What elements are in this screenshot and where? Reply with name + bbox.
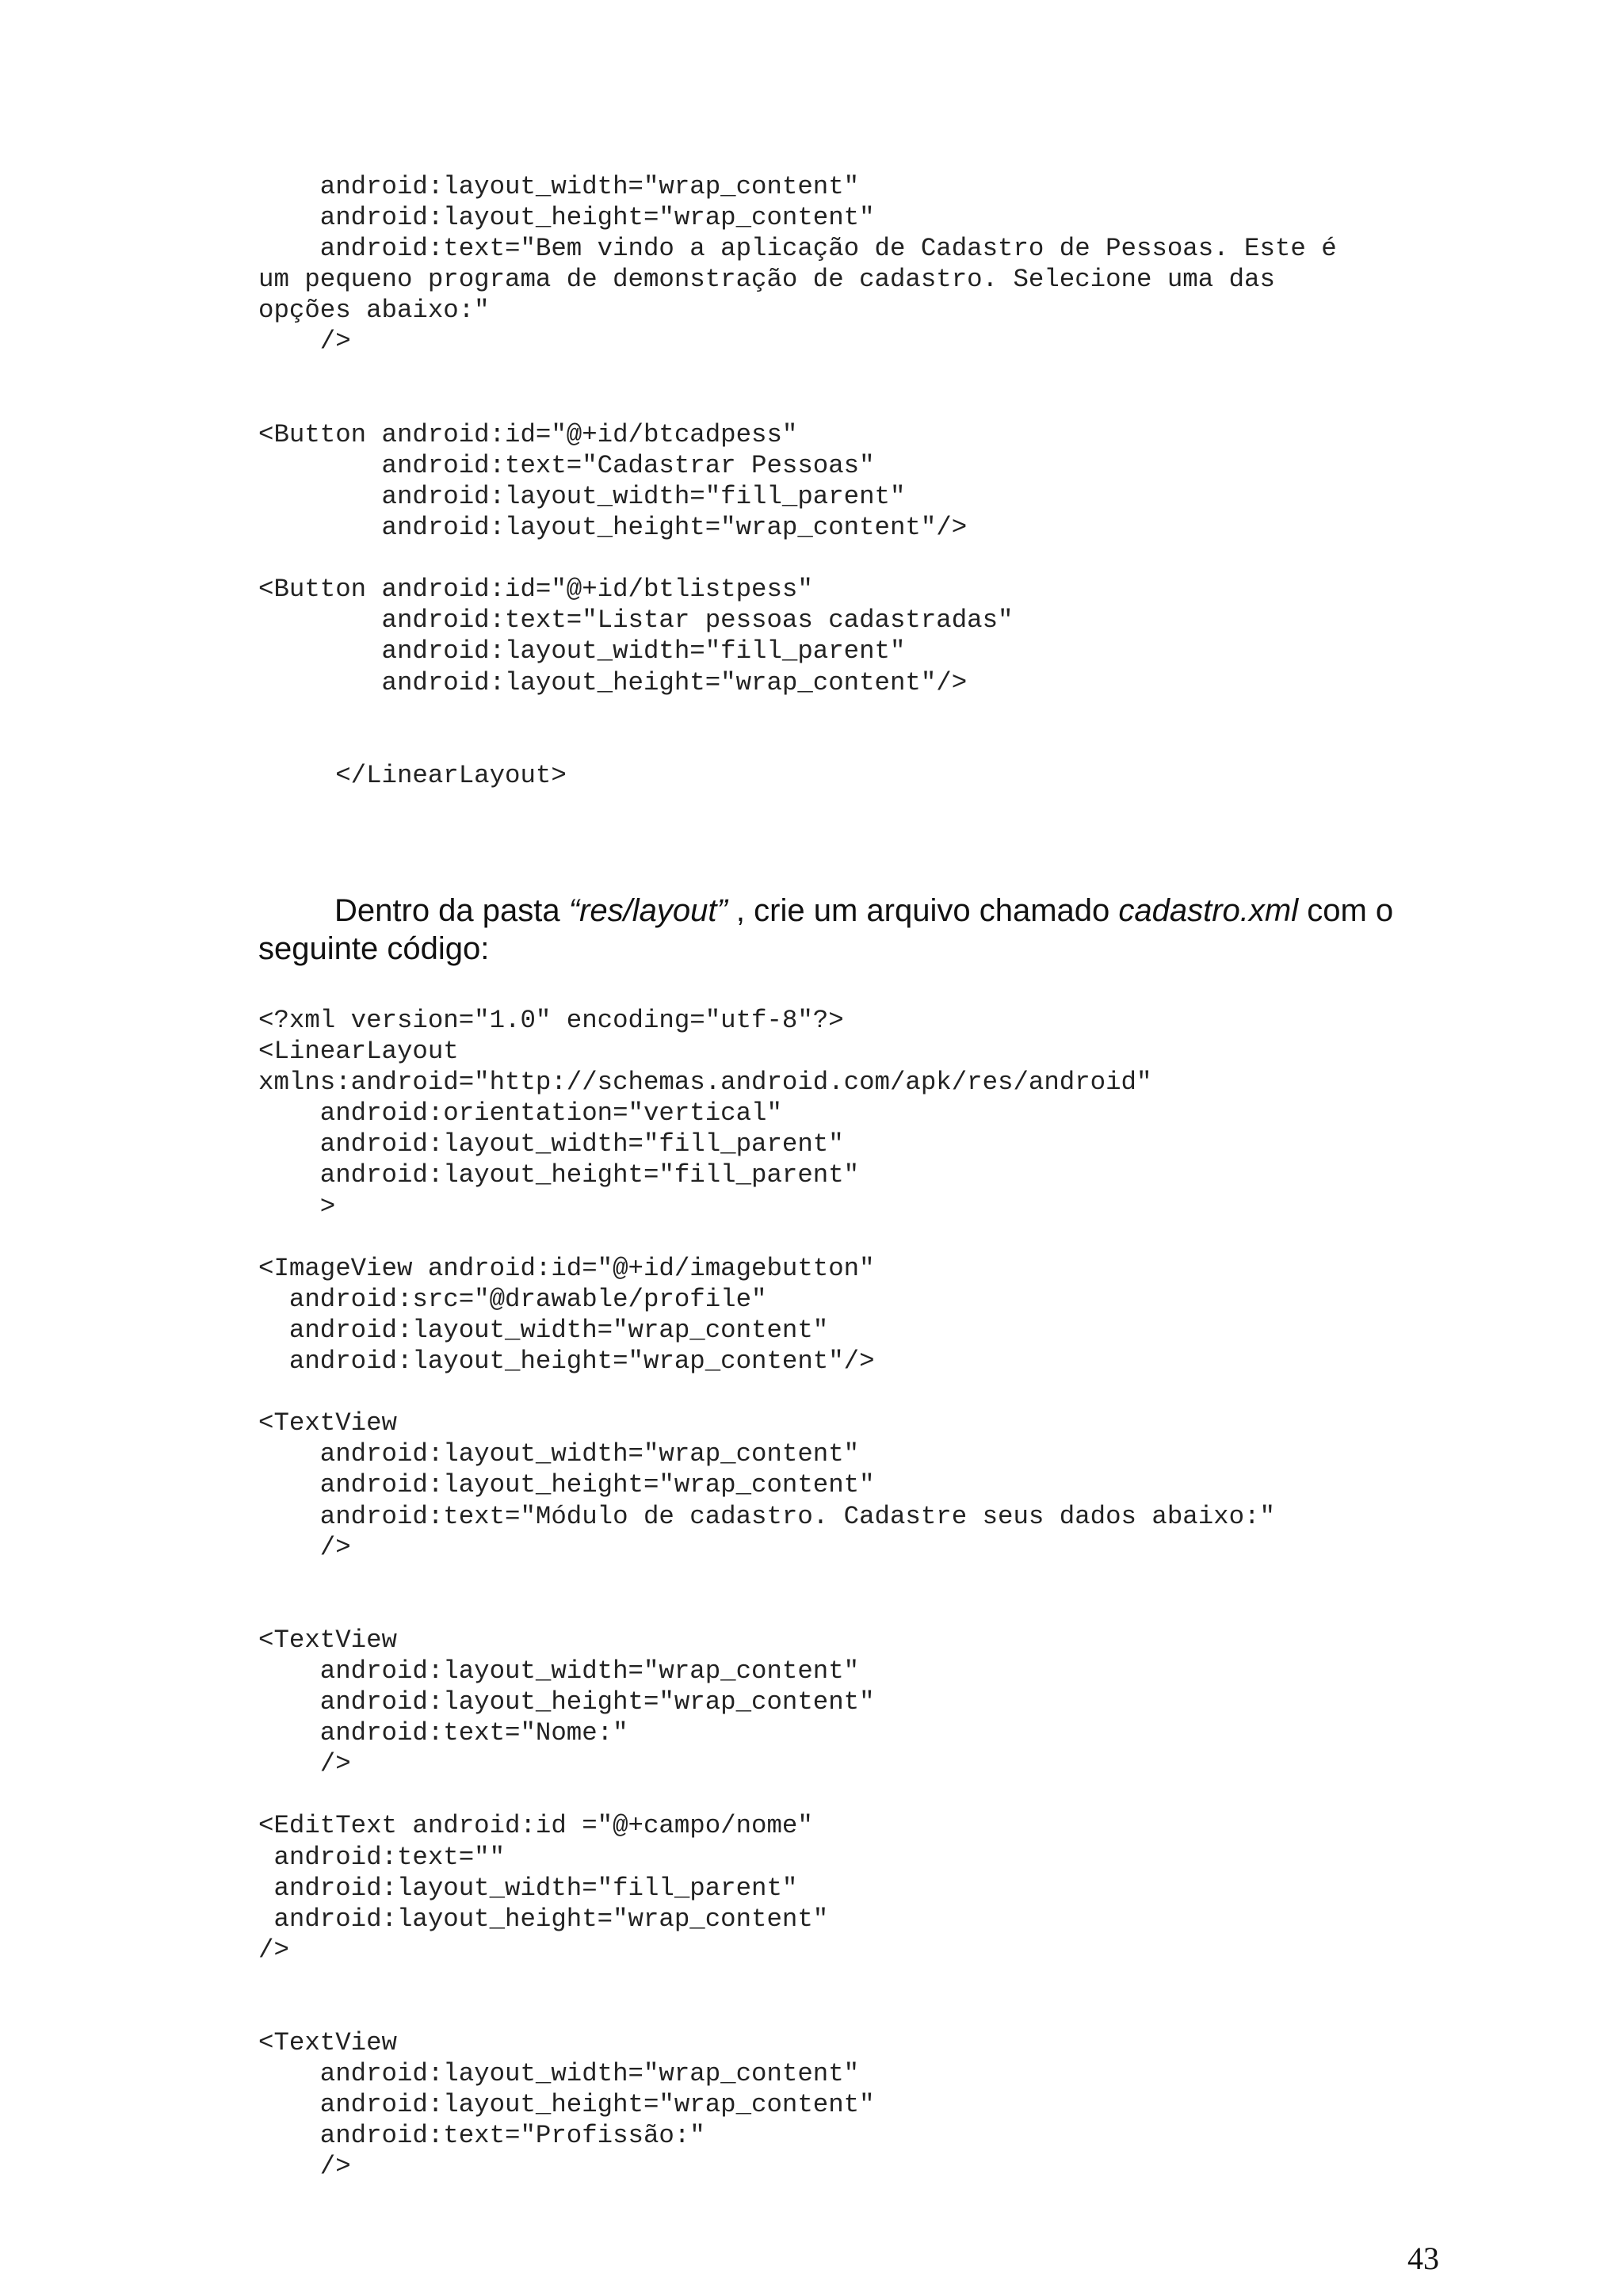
folder-name: “res/layout”: [568, 893, 727, 928]
instruction-paragraph: [258, 892, 1447, 968]
paragraph-text-1: Dentro da pasta: [334, 893, 569, 928]
paragraph-text-2: , crie um arquivo chamado: [727, 893, 1119, 928]
paragraph-text-3: com o seguinte código:: [258, 893, 1394, 966]
code-block-layout-end: android:layout_width="wrap_content" android:layout_height="wrap_content" android:text="Bem vindo a aplicação de Cadastro de Pessoas. Este é um pequeno programa de demonstração de cadastro. Selecione uma das opções abaixo:" /> <Button android:id="@+id/btcadpess" android:text="Cadastrar Pessoas" android:layout_width="fill_parent" android:layout_height="wrap_content"/> <Button android:id="@+id/btlistpess" android:text="Listar pessoas cadastradas" android:layout_width="fill_parent" android:layout_height="wrap_content"/> </LinearLayout>: [258, 172, 1337, 790]
file-name: cadastro.xml: [1118, 893, 1299, 928]
code-block-cadastro-xml: <?xml version="1.0" encoding="utf-8"?> <LinearLayout xmlns:android="http://schemas.android.com/apk/res/android" android:orientation="vertical" android:layout_width="fill_parent" android:layout_height="fill_parent" > <ImageView android:id="@+id/imagebutton" android:src="@drawable/profile" android:layout_width="wrap_content" android:layout_height="wrap_content"/> <TextView android:layout_width="wrap_content" android:layout_height="wrap_content" android:text="Módulo de cadastro. Cadastre seus dados abaixo:" /> <TextView android:layout_width="wrap_content" android:layout_height="wrap_content" android:text="Nome:" /> <EditText android:id ="@+campo/nome" android:text="" android:layout_width="fill_parent" android:layout_height="wrap_content" /> <TextView android:layout_width="wrap_content" android:layout_height="wrap_content" android:text="Profissão:" />: [258, 1006, 1275, 2182]
page-number: 43: [1407, 2241, 1439, 2276]
